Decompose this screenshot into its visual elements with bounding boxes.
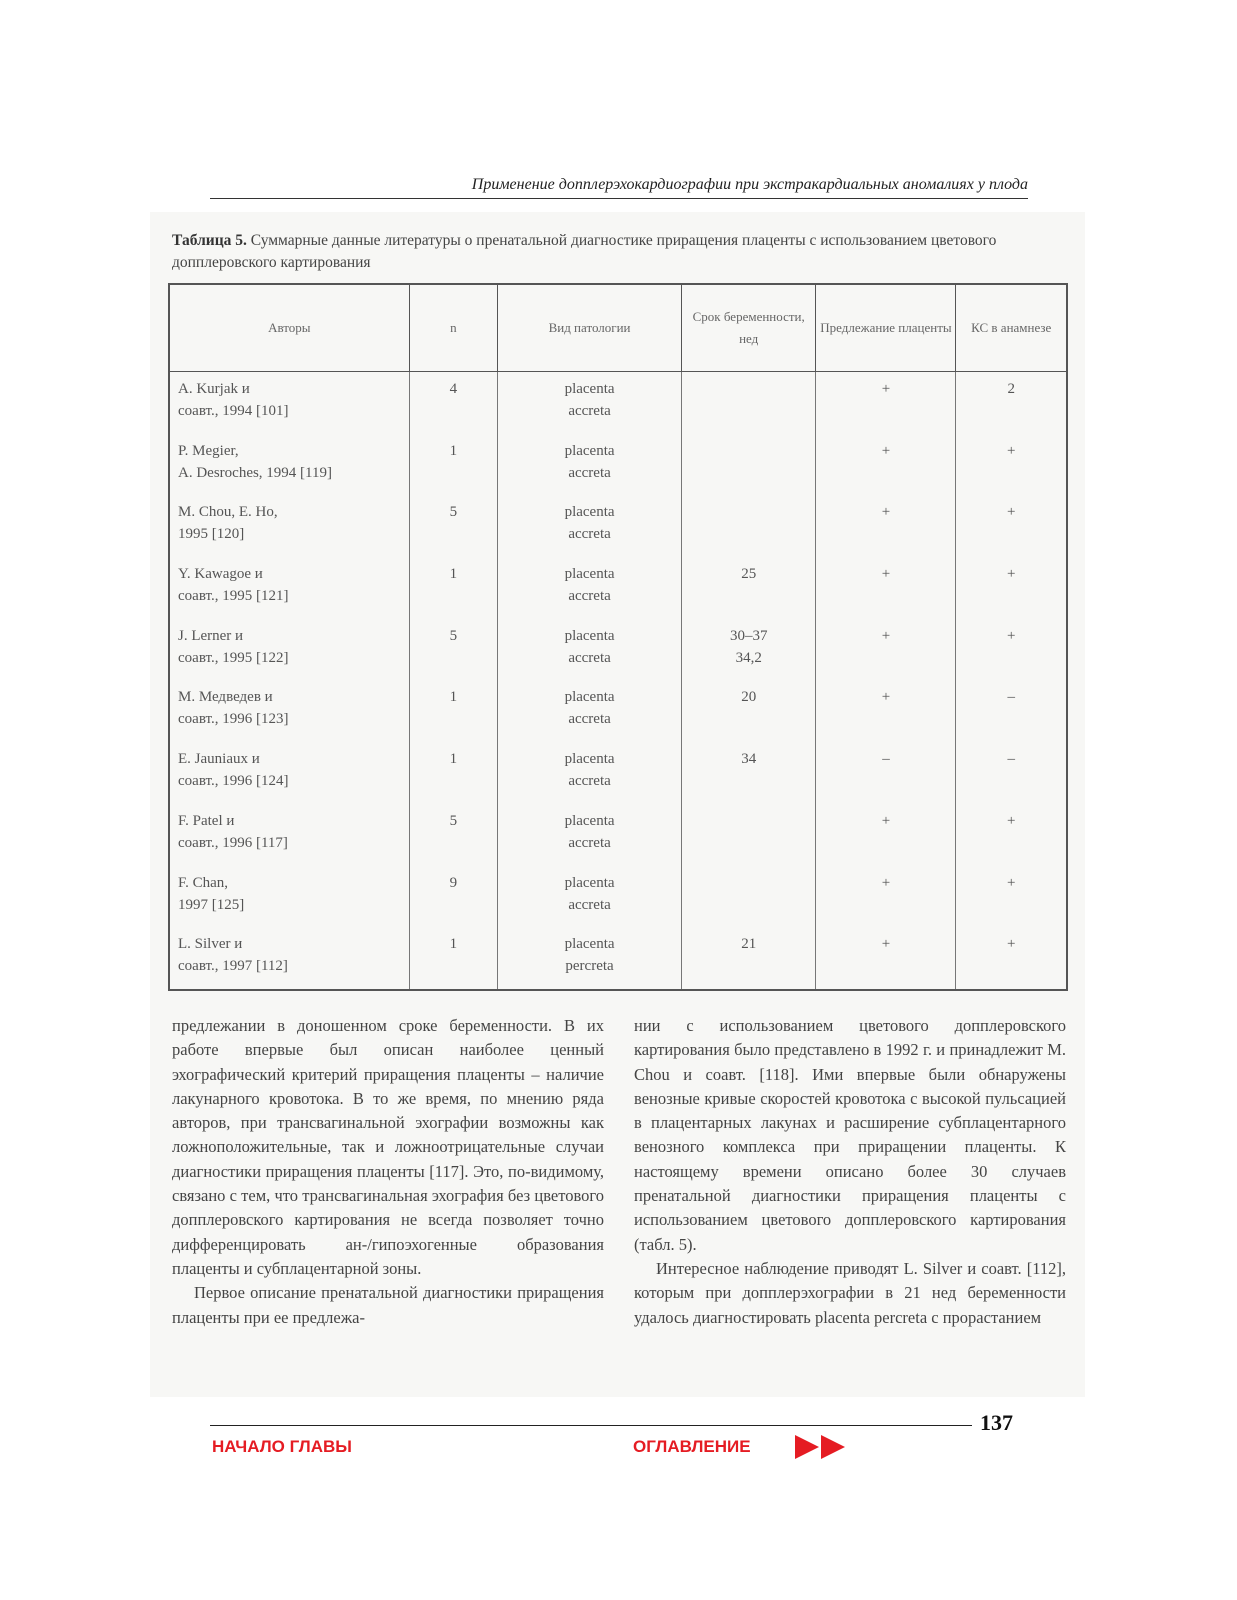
cell-pathology-type [498, 619, 682, 681]
cell-pathology-type [498, 742, 682, 804]
cell-gestation-term [681, 372, 816, 434]
cell-text: соавт., 1995 [122] [178, 649, 289, 666]
cell-pathology-type [498, 557, 682, 619]
cell-text: 1997 [125] [178, 896, 245, 913]
cell-text: + [1006, 627, 1016, 644]
cell-text: 5 [449, 627, 458, 644]
cell-author [169, 680, 409, 742]
cell-placenta-previa [816, 804, 956, 866]
cell-text: + [1006, 566, 1016, 583]
cell-text: placenta [564, 627, 615, 644]
cell-n [409, 866, 498, 928]
header-placenta-previa: Предлежание плаценты [816, 284, 956, 372]
cell-placenta-previa [816, 680, 956, 742]
cell-pathology-type [498, 927, 682, 990]
cell-cesarean-history [956, 804, 1067, 866]
cell-text: accreta [568, 464, 611, 481]
cell-n [409, 557, 498, 619]
table-row [169, 804, 1067, 866]
table-caption-text: Суммарные данные литературы о пренатальной диагностике приращения плаценты с использованием цветового допплеровского картирования [172, 232, 997, 271]
text-column-right [634, 1014, 1066, 1330]
cell-cesarean-history [956, 866, 1067, 928]
cell-gestation-term [681, 680, 816, 742]
table-header-row [169, 284, 1067, 372]
cell-gestation-term [681, 619, 816, 681]
cell-text: + [881, 874, 891, 891]
cell-text: 4 [449, 381, 458, 397]
cell-n [409, 434, 498, 496]
cell-pathology-type [498, 680, 682, 742]
cell-gestation-term [681, 804, 816, 866]
table-row [169, 619, 1067, 681]
cell-text: 34 [741, 751, 757, 768]
cell-text: соавт., 1996 [117] [178, 834, 288, 851]
cell-text: accreta [568, 649, 611, 666]
cell-text: accreta [568, 773, 611, 790]
cell-text: M. Chou, E. Ho, [178, 504, 278, 521]
paragraph: нии с использованием цветового допплеровского картирования было представлено в 1992 г. и принадлежит M. Chou и соавт. [118]. Ими впервые были обнаружены венозные кривые скоростей кровотока с высокой пульсацией в плацентарных лакунах и расширение субплацентарного венозного комплекса при приращении плаценты. К настоящему времени описано более 30 случаев пренатальной диагностики приращения плаценты с использованием цветового допплеровского картирования (табл. 5). [634, 1016, 1066, 1254]
cell-cesarean-history [956, 434, 1067, 496]
cell-text: accreta [568, 834, 611, 851]
cell-cesarean-history [956, 619, 1067, 681]
cell-text: percreta [565, 958, 614, 975]
table-caption [172, 230, 1067, 274]
double-arrow-right-icon[interactable] [795, 1433, 847, 1461]
cell-cesarean-history [956, 680, 1067, 742]
cell-author [169, 434, 409, 496]
cell-author [169, 742, 409, 804]
cell-text: accreta [568, 526, 611, 543]
cell-text: + [1006, 936, 1016, 953]
cell-text: placenta [564, 689, 615, 706]
paragraph: предлежании в доношенном сроке беременности. В их работе впервые был описан наиболее ценный эхографический критерий приращения плаценты – наличие лакунарного кровотока. В то же время, по мнению ряда авторов, при трансвагинальной эхографии возможны как ложноположительные, так и ложноотрицательные случаи диагностики приращения плаценты [117]. Это, по-видимому, связано с тем, что трансвагинальная эхография без цветового допплеровского картирования не всегда позволяет точно дифференцировать ан-/гипоэхогенные образования плаценты и субплацентарной зоны. [172, 1016, 604, 1278]
cell-text: placenta [564, 504, 615, 521]
cell-text: + [1006, 812, 1016, 829]
cell-text: 5 [449, 504, 458, 521]
cell-text: 1 [449, 566, 458, 583]
cell-text: A. Kurjak и [178, 381, 250, 397]
cell-text: placenta [564, 381, 615, 397]
cell-text: placenta [564, 566, 615, 583]
cell-text: 34,2 [735, 649, 762, 666]
cell-text: соавт., 1996 [124] [178, 773, 289, 790]
cell-author [169, 866, 409, 928]
cell-placenta-previa [816, 434, 956, 496]
footer-divider [210, 1425, 972, 1426]
cell-gestation-term [681, 495, 816, 557]
table-row [169, 557, 1067, 619]
cell-text: + [881, 627, 891, 644]
cell-text: 1995 [120] [178, 526, 245, 543]
table-row [169, 434, 1067, 496]
chapter-start-link[interactable]: НАЧАЛО ГЛАВЫ [212, 1437, 352, 1456]
paragraph: Первое описание пренатальной диагностики приращения плаценты при ее предлежа- [172, 1283, 604, 1327]
cell-text: accreta [568, 588, 611, 605]
cell-pathology-type [498, 372, 682, 434]
table-of-contents-link[interactable]: ОГЛАВЛЕНИЕ [633, 1437, 751, 1456]
table-caption-label: Таблица 5. [172, 232, 247, 249]
cell-n [409, 804, 498, 866]
table-row [169, 372, 1067, 434]
cell-text: 9 [449, 874, 458, 891]
cell-text: F. Chan, [178, 874, 229, 891]
cell-gestation-term [681, 927, 816, 990]
cell-text: 1 [449, 751, 458, 768]
cell-text: соавт., 1995 [121] [178, 588, 289, 605]
cell-text: + [881, 812, 891, 829]
cell-text: placenta [564, 874, 615, 891]
cell-placenta-previa [816, 866, 956, 928]
cell-n [409, 495, 498, 557]
cell-text: 21 [741, 936, 757, 953]
cell-placenta-previa [816, 372, 956, 434]
cell-n [409, 372, 498, 434]
cell-text: соавт., 1996 [123] [178, 711, 289, 728]
cell-text: + [881, 504, 891, 521]
table-body [169, 372, 1067, 991]
literature-table [168, 283, 1068, 991]
cell-text: + [881, 936, 891, 953]
cell-text: + [881, 381, 891, 397]
cell-text: + [881, 442, 891, 459]
table-row [169, 866, 1067, 928]
cell-gestation-term [681, 742, 816, 804]
cell-text: P. Megier, [178, 442, 239, 459]
paragraph: Интересное наблюдение приводят L. Silver и соавт. [112], которым при допплерэхографии в 21 нед беременности удалось диагностировать placenta percreta с прорастанием [634, 1258, 1066, 1327]
table-row [169, 927, 1067, 990]
cell-text: 2 [1007, 381, 1015, 397]
cell-text: L. Silver и [178, 936, 243, 953]
cell-text: Y. Kawagoe и [178, 566, 263, 583]
table-row [169, 742, 1067, 804]
cell-gestation-term [681, 557, 816, 619]
cell-placenta-previa [816, 927, 956, 990]
cell-author [169, 495, 409, 557]
cell-text: 1 [449, 936, 458, 953]
header-cesarean-history: КС в анамнезе [956, 284, 1067, 372]
cell-text: placenta [564, 442, 615, 459]
cell-text: + [881, 566, 891, 583]
cell-gestation-term [681, 434, 816, 496]
cell-text: placenta [564, 936, 615, 953]
table-row [169, 495, 1067, 557]
cell-text: соавт., 1994 [101] [178, 403, 289, 419]
cell-text: соавт., 1997 [112] [178, 958, 288, 975]
cell-text: J. Lerner и [178, 627, 244, 644]
cell-placenta-previa [816, 619, 956, 681]
cell-placenta-previa [816, 742, 956, 804]
cell-placenta-previa [816, 495, 956, 557]
cell-text: 30–37 [729, 627, 768, 644]
cell-text: placenta [564, 812, 615, 829]
cell-pathology-type [498, 866, 682, 928]
cell-text: accreta [568, 896, 611, 913]
header-pathology-type: Вид патологии [498, 284, 682, 372]
cell-text: – [1007, 689, 1015, 706]
page-number: 137 [980, 1410, 1013, 1435]
cell-n [409, 680, 498, 742]
table-row [169, 680, 1067, 742]
cell-text: M. Медведев и [178, 689, 273, 706]
cell-cesarean-history [956, 372, 1067, 434]
text-column-left [172, 1014, 604, 1330]
cell-text: – [1007, 751, 1015, 768]
cell-text: + [1006, 874, 1016, 891]
cell-text: accreta [568, 403, 611, 419]
cell-cesarean-history [956, 495, 1067, 557]
cell-n [409, 619, 498, 681]
cell-text: 1 [449, 442, 458, 459]
cell-text: + [1006, 504, 1016, 521]
cell-gestation-term [681, 866, 816, 928]
cell-n [409, 927, 498, 990]
cell-cesarean-history [956, 742, 1067, 804]
cell-pathology-type [498, 434, 682, 496]
cell-text: – [882, 751, 890, 768]
cell-author [169, 804, 409, 866]
cell-cesarean-history [956, 927, 1067, 990]
cell-text: A. Desroches, 1994 [119] [178, 464, 332, 481]
cell-text: 5 [449, 812, 458, 829]
cell-text: placenta [564, 751, 615, 768]
cell-pathology-type [498, 495, 682, 557]
cell-text: 20 [741, 689, 757, 706]
header-authors: Авторы [169, 284, 409, 372]
cell-author [169, 557, 409, 619]
cell-author [169, 619, 409, 681]
cell-placenta-previa [816, 557, 956, 619]
cell-author [169, 372, 409, 434]
cell-cesarean-history [956, 557, 1067, 619]
cell-pathology-type [498, 804, 682, 866]
header-gestation-term: Срок беременности, нед [681, 284, 816, 372]
cell-text: accreta [568, 711, 611, 728]
header-n: n [409, 284, 498, 372]
cell-text: E. Jauniaux и [178, 751, 260, 768]
running-head: Применение допплерэхокардиографии при экстракардиальных аномалиях у плода [210, 176, 1028, 199]
cell-text: + [881, 689, 891, 706]
cell-author [169, 927, 409, 990]
cell-text: 25 [741, 566, 757, 583]
cell-n [409, 742, 498, 804]
cell-text: 1 [449, 689, 458, 706]
cell-text: F. Patel и [178, 812, 235, 829]
cell-text: + [1006, 442, 1016, 459]
